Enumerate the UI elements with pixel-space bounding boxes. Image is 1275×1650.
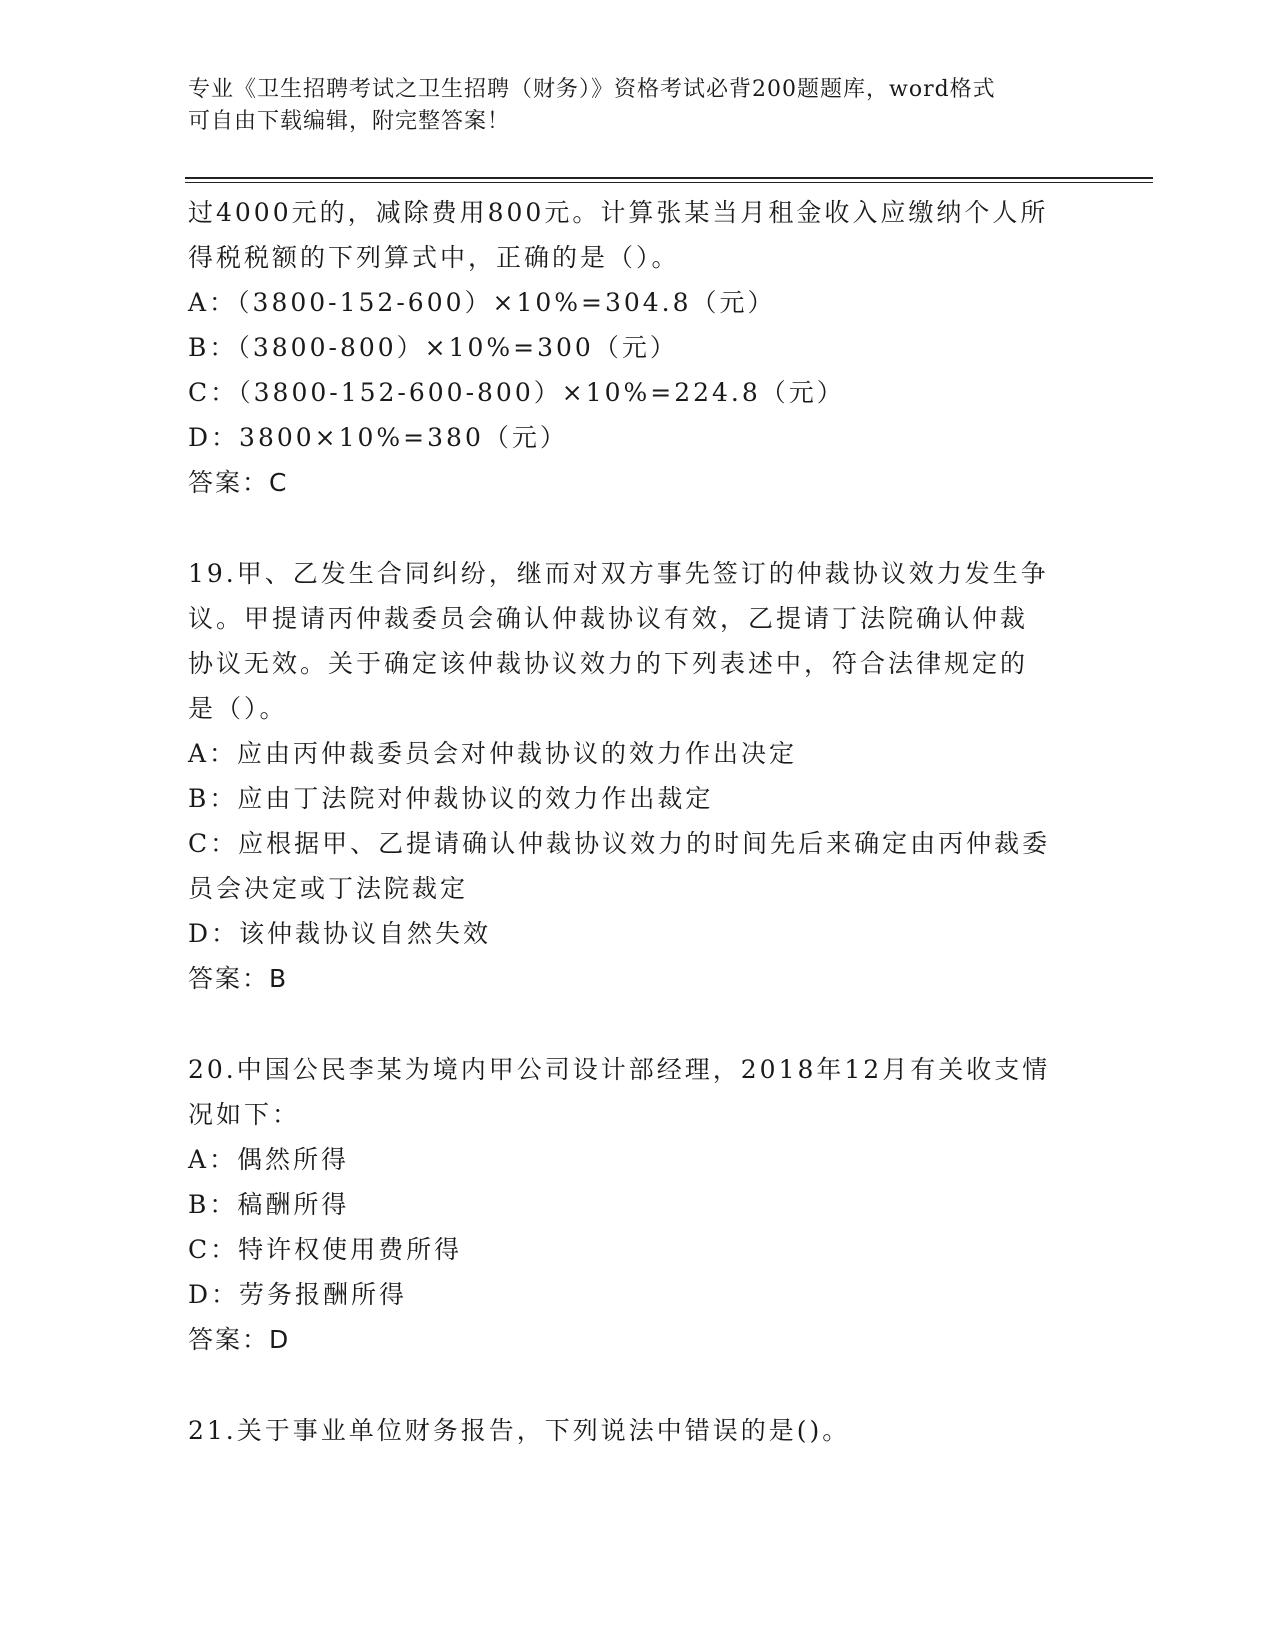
option-c: C：特许权使用费所得: [188, 1235, 463, 1264]
question-18: [188, 190, 1088, 505]
question-list: [188, 190, 1088, 1453]
question-spacer: [188, 505, 1088, 551]
option-b: B：稿酬所得: [188, 1190, 350, 1219]
answer-label: 答案：B: [188, 964, 289, 993]
document-header: [188, 74, 1088, 138]
header-title-line-2: 可自由下载编辑，附完整答案！: [188, 109, 511, 134]
option-b: B：（3800-800）×10%=300（元）: [188, 333, 678, 362]
option-d: D：劳务报酬所得: [188, 1280, 408, 1309]
header-title-line-1: 专业《卫生招聘考试之卫生招聘（财务）》资格考试必背200题题库，word格式: [188, 77, 996, 102]
question-stem-line: 议。甲提请丙仲裁委员会确认仲裁协议有效，乙提请丁法院确认仲裁: [188, 604, 1029, 633]
question-stem-line: 得税税额的下列算式中，正确的是（）。: [188, 243, 680, 272]
question-spacer: [188, 1001, 1088, 1047]
option-b: B：应由丁法院对仲裁协议的效力作出裁定: [188, 784, 714, 813]
question-19: [188, 551, 1088, 1001]
answer-label: 答案：D: [188, 1325, 291, 1354]
question-spacer: [188, 1362, 1088, 1408]
question-stem-line: 协议无效。关于确定该仲裁协议效力的下列表述中，符合法律规定的: [188, 649, 1029, 678]
option-a: A：偶然所得: [188, 1145, 350, 1174]
question-stem-line: 20.中国公民李某为境内甲公司设计部经理，2018年12月有关收支情: [188, 1055, 1051, 1084]
question-stem-line: 19.甲、乙发生合同纠纷，继而对双方事先签订的仲裁协议效力发生争: [188, 559, 1049, 588]
question-21: [188, 1408, 1088, 1453]
option-d: D：该仲裁协议自然失效: [188, 919, 492, 948]
option-d: D：3800×10%=380（元）: [188, 423, 568, 452]
header-divider-thick: [185, 177, 1153, 179]
option-a: A：应由丙仲裁委员会对仲裁协议的效力作出决定: [188, 739, 798, 768]
question-stem-line: 21.关于事业单位财务报告，下列说法中错误的是()。: [188, 1416, 851, 1445]
option-c: C：应根据甲、乙提请确认仲裁协议效力的时间先后来确定由丙仲裁委: [188, 829, 1051, 858]
option-a: A：（3800-152-600）×10%=304.8（元）: [188, 288, 776, 317]
question-stem-line: 况如下：: [188, 1100, 301, 1129]
header-divider-thin: [185, 182, 1153, 183]
question-stem-line: 过4000元的，减除费用800元。计算张某当月租金收入应缴纳个人所: [188, 198, 1049, 227]
option-c-continued: 员会决定或丁法院裁定: [188, 874, 469, 903]
answer-label: 答案：C: [188, 468, 289, 497]
option-c: C：（3800-152-600-800）×10%=224.8（元）: [188, 378, 845, 407]
question-20: [188, 1047, 1088, 1362]
question-stem-line: 是（）。: [188, 694, 288, 723]
